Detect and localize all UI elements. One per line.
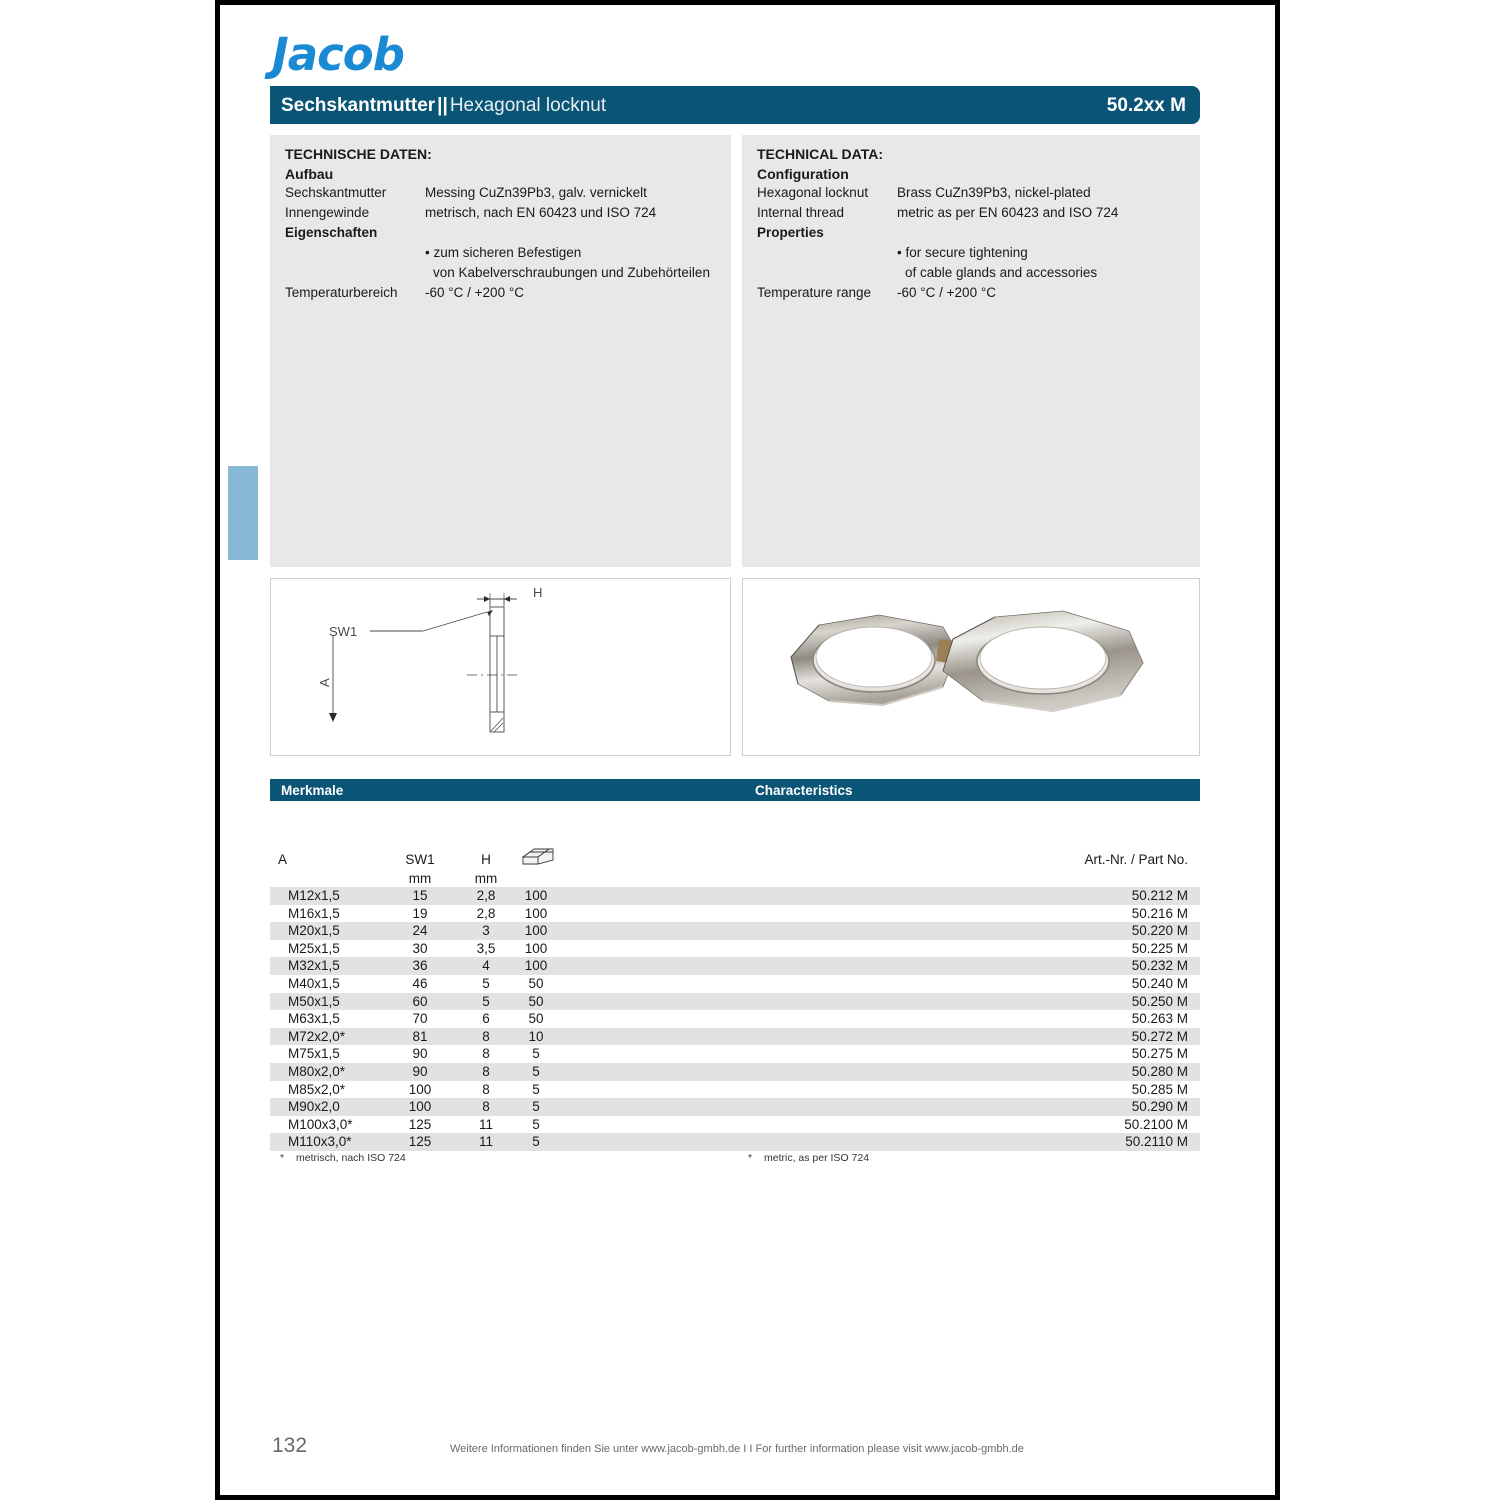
cell-size: M25x1,5 [288, 940, 340, 956]
cell-sw1: 125 [408, 1134, 432, 1150]
locknut-back [791, 615, 957, 705]
footnote-text-en: metric, as per ISO 724 [764, 1152, 870, 1164]
cell-sw1: 15 [412, 888, 428, 903]
locknut-front [943, 611, 1143, 711]
table-row [270, 940, 1200, 958]
column-header-art-no: Art.-Nr. / Part No. [1084, 852, 1188, 867]
cell-packaging: 100 [524, 888, 548, 903]
cell-packaging: 10 [528, 1028, 544, 1044]
cell-packaging: 5 [532, 1063, 540, 1079]
tech-row-value-material-de: Messing CuZn39Pb3, galv. vernickelt [425, 185, 647, 200]
cell-size: M32x1,5 [288, 958, 340, 974]
table-row [270, 1010, 1200, 1028]
cell-part-no: 50.280 M [1131, 1063, 1188, 1079]
cell-part-no: 50.2100 M [1124, 1116, 1188, 1132]
cell-part-no: 50.232 M [1131, 958, 1188, 974]
cell-h: 8 [482, 1099, 490, 1115]
dimension-arrow-a [329, 713, 337, 722]
tech-row-value-material-en: Brass CuZn39Pb3, nickel-plated [897, 185, 1091, 200]
cell-part-no: 50.2110 M [1125, 1134, 1188, 1150]
cell-sw1: 100 [408, 1099, 432, 1115]
tech-row-label-properties-en: Properties [757, 225, 824, 240]
cell-sw1: 60 [412, 993, 428, 1009]
technical-drawing [271, 579, 730, 755]
footnote-text-de: metrisch, nach ISO 724 [296, 1152, 406, 1164]
cell-sw1: 24 [412, 923, 428, 939]
tech-row-label-temperature-en: Temperature range [757, 285, 872, 300]
footer-text: Weitere Informationen finden Sie unter www.jacob-gmbh.de I I For further information please visit www.jacob-gmbh.de [450, 1443, 1024, 1455]
tech-row-value-temperature-de: -60 °C / +200 °C [425, 285, 524, 300]
cell-part-no: 50.216 M [1131, 905, 1188, 921]
cell-packaging: 100 [524, 940, 548, 956]
table-row [270, 975, 1200, 993]
table-body [270, 887, 1200, 1151]
cell-packaging: 50 [528, 975, 544, 991]
cell-part-no: 50.272 M [1131, 1028, 1188, 1044]
cell-part-no: 50.290 M [1131, 1099, 1188, 1115]
table-row [270, 1116, 1200, 1134]
section-label-en: Characteristics [755, 783, 853, 798]
cell-size: M110x3,0* [288, 1134, 352, 1150]
cell-size: M12x1,5 [288, 888, 340, 903]
cell-packaging: 50 [528, 1011, 544, 1027]
table-row [270, 922, 1200, 940]
cell-h: 3,5 [476, 940, 496, 956]
tech-row-value-thread-en: metric as per EN 60423 and ISO 724 [897, 205, 1119, 220]
section-label-de: Merkmale [281, 783, 344, 798]
cell-h: 3 [482, 923, 490, 939]
cell-h: 8 [482, 1081, 490, 1097]
table-row [270, 1081, 1200, 1099]
cell-sw1: 46 [412, 975, 428, 991]
cell-sw1: 100 [408, 1081, 432, 1097]
tech-row-label-thread-en: Internal thread [757, 205, 845, 220]
side-index-tab [228, 466, 258, 560]
cell-packaging: 5 [532, 1046, 540, 1062]
tech-bullet-continuation-de: von Kabelverschraubungen und Zubehörteilen [433, 265, 710, 280]
cell-h: 2,8 [476, 888, 496, 903]
column-header-a: A [278, 852, 288, 867]
dimension-label-h: H [533, 585, 543, 600]
cell-sw1: 19 [412, 905, 428, 921]
cell-sw1: 81 [412, 1028, 428, 1044]
cell-packaging: 100 [524, 958, 548, 974]
cell-sw1: 36 [412, 958, 428, 974]
column-header-sw1: SW1 [405, 852, 435, 867]
cell-h: 8 [482, 1028, 490, 1044]
cell-h: 6 [482, 1011, 490, 1027]
table-header [270, 815, 1200, 887]
tech-bullet-de: • zum sicheren Befestigen [425, 245, 582, 260]
cell-h: 5 [482, 975, 490, 991]
cell-size: M75x1,5 [288, 1046, 340, 1062]
table-row [270, 887, 1200, 905]
cell-packaging: 5 [532, 1099, 540, 1115]
cell-size: M100x3,0* [288, 1116, 353, 1132]
dimension-label-sw1: SW1 [329, 624, 358, 639]
tech-row-label-thread-de: Innengewinde [285, 205, 370, 220]
cell-h: 5 [482, 993, 490, 1009]
table-row [270, 993, 1200, 1011]
table-row [270, 905, 1200, 923]
page-number: 132 [272, 1434, 308, 1457]
column-header-h: H [481, 852, 491, 867]
cell-packaging: 5 [532, 1081, 540, 1097]
tech-row-label-properties-de: Eigenschaften [285, 225, 378, 240]
technical-data-panel-en [742, 135, 1200, 567]
dimension-label-a: A [317, 678, 332, 687]
cell-size: M63x1,5 [288, 1011, 340, 1027]
cell-packaging: 100 [524, 923, 548, 939]
column-unit-h: mm [474, 871, 498, 886]
cell-size: M85x2,0* [288, 1081, 346, 1097]
jacob-logo: Jacob [272, 28, 404, 81]
cell-packaging: 50 [528, 993, 544, 1009]
product-title-de: Sechskantmutter [281, 95, 436, 116]
specification-table [270, 815, 1200, 1151]
table-row [270, 1063, 1200, 1081]
cell-part-no: 50.285 M [1131, 1081, 1188, 1097]
footnote-en [748, 1152, 869, 1164]
tech-row-value-temperature-en: -60 °C / +200 °C [897, 285, 996, 300]
cell-h: 2,8 [476, 905, 496, 921]
table-row [270, 957, 1200, 975]
cell-h: 11 [478, 1116, 493, 1132]
product-photo-panel [742, 578, 1200, 756]
cell-sw1: 125 [408, 1116, 432, 1132]
cell-part-no: 50.263 M [1131, 1011, 1188, 1027]
tech-row-value-thread-de: metrisch, nach EN 60423 und ISO 724 [425, 205, 657, 220]
tech-row-label-material-de: Sechskantmutter [285, 185, 387, 200]
table-row [270, 1133, 1200, 1151]
cell-size: M72x2,0* [288, 1028, 346, 1044]
title-separator: || [437, 95, 448, 116]
column-unit-sw1: mm [408, 871, 432, 886]
dimension-arrow-h-left [484, 596, 490, 602]
cell-packaging: 100 [524, 905, 548, 921]
tech-data-heading-de: TECHNISCHE DATEN: [285, 146, 432, 162]
cell-size: M90x2,0 [288, 1099, 340, 1115]
cell-packaging: 5 [532, 1134, 540, 1150]
tech-row-label-temperature-de: Temperaturbereich [285, 285, 398, 300]
cell-part-no: 50.275 M [1131, 1046, 1188, 1062]
footnote-star-de: * [280, 1152, 285, 1164]
cell-size: M40x1,5 [288, 975, 340, 991]
tech-row-label-material-en: Hexagonal locknut [757, 185, 869, 200]
carton-icon [518, 845, 558, 870]
cell-part-no: 50.250 M [1131, 993, 1188, 1009]
cell-h: 11 [478, 1134, 493, 1150]
cell-h: 4 [482, 958, 490, 974]
characteristics-section-bar [270, 779, 1200, 801]
cell-part-no: 50.240 M [1131, 975, 1188, 991]
tech-data-heading-en: TECHNICAL DATA: [757, 146, 883, 162]
tech-bullet-continuation-en: of cable glands and accessories [905, 265, 1098, 280]
cell-sw1: 90 [412, 1046, 428, 1062]
cell-size: M80x2,0* [288, 1063, 346, 1079]
table-row [270, 1028, 1200, 1046]
cell-part-no: 50.212 M [1131, 888, 1188, 903]
technical-drawing-panel [270, 578, 731, 756]
technical-data-panel-de [270, 135, 731, 567]
cell-size: M50x1,5 [288, 993, 340, 1009]
product-title-en: Hexagonal locknut [449, 95, 607, 116]
table-row [270, 1045, 1200, 1063]
tech-data-subheading-de: Aufbau [285, 166, 334, 182]
footnote-de [280, 1152, 406, 1164]
cell-sw1: 90 [412, 1063, 428, 1079]
product-title [281, 95, 606, 117]
table-row [270, 1098, 1200, 1116]
cell-h: 8 [482, 1046, 490, 1062]
footnote-star-en: * [748, 1152, 753, 1164]
product-title-bar [270, 86, 1200, 124]
cell-h: 8 [482, 1063, 490, 1079]
cell-part-no: 50.220 M [1131, 923, 1188, 939]
cell-part-no: 50.225 M [1131, 940, 1188, 956]
cell-size: M20x1,5 [288, 923, 340, 939]
cell-sw1: 30 [412, 940, 428, 956]
dimension-arrow-h-right [504, 596, 510, 602]
article-code-badge: 50.2xx M [1106, 95, 1186, 116]
product-photo-hexagonal-locknuts [743, 579, 1199, 755]
cell-size: M16x1,5 [288, 905, 340, 921]
cell-packaging: 5 [532, 1116, 540, 1132]
cell-sw1: 70 [412, 1011, 428, 1027]
tech-data-subheading-en: Configuration [757, 166, 849, 182]
tech-bullet-en: • for secure tightening [897, 245, 1028, 260]
